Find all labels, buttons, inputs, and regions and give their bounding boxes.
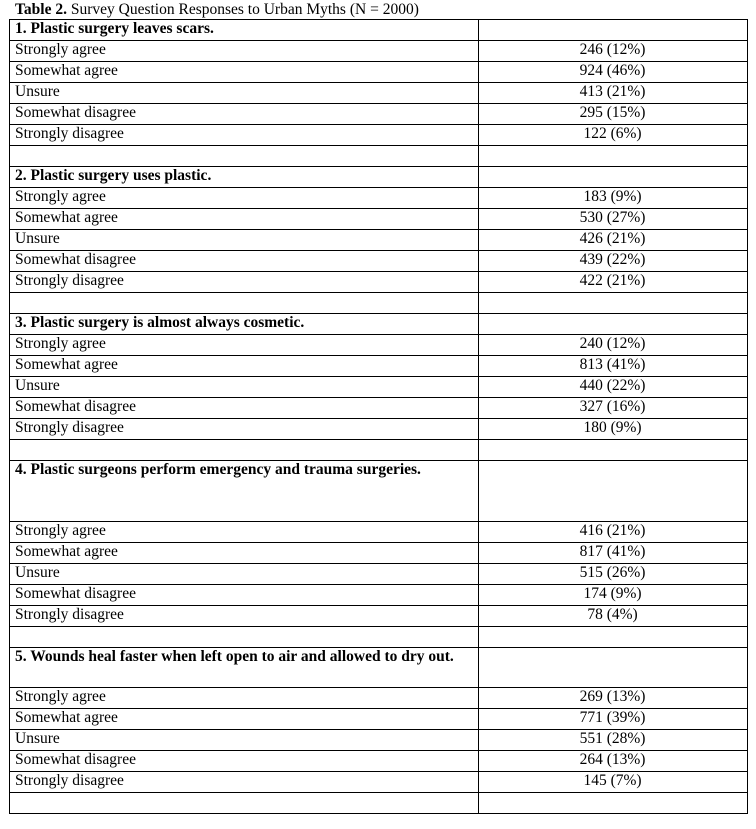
table-row: [10, 606, 748, 627]
table-row: [10, 398, 748, 419]
response-label: Somewhat agree: [10, 543, 479, 564]
question-title: 2. Plastic surgery uses plastic.: [10, 167, 479, 188]
table-row: [10, 751, 748, 772]
response-value: 174 (9%): [479, 585, 748, 606]
question-row: [10, 167, 748, 188]
response-label: Strongly disagree: [10, 125, 479, 146]
table-row: [10, 272, 748, 293]
table-row: [10, 335, 748, 356]
table-row: [10, 188, 748, 209]
spacer-row: [10, 146, 748, 167]
response-value: 327 (16%): [479, 398, 748, 419]
question-value-cell: [479, 20, 748, 41]
question-value-cell: [479, 648, 748, 688]
response-value: 240 (12%): [479, 335, 748, 356]
table-row: [10, 83, 748, 104]
question-row: [10, 20, 748, 41]
response-value: 295 (15%): [479, 104, 748, 125]
table-caption-text: Survey Question Responses to Urban Myths (N = 2000): [70, 1, 419, 18]
question-value-cell: [479, 314, 748, 335]
table-row: [10, 772, 748, 793]
table-row: [10, 104, 748, 125]
response-label: Unsure: [10, 83, 479, 104]
response-value: 551 (28%): [479, 730, 748, 751]
response-value: 440 (22%): [479, 377, 748, 398]
table-caption: [15, 0, 419, 20]
response-label: Somewhat disagree: [10, 104, 479, 125]
response-value: 183 (9%): [479, 188, 748, 209]
response-label: Somewhat agree: [10, 62, 479, 83]
response-label: Strongly disagree: [10, 419, 479, 440]
response-label: Strongly agree: [10, 335, 479, 356]
table-row: [10, 522, 748, 543]
response-label: Somewhat agree: [10, 356, 479, 377]
response-label: Strongly agree: [10, 688, 479, 709]
response-label: Unsure: [10, 564, 479, 585]
response-value: 530 (27%): [479, 209, 748, 230]
table-row: [10, 564, 748, 585]
response-value: 439 (22%): [479, 251, 748, 272]
response-value: 78 (4%): [479, 606, 748, 627]
table-row: [10, 251, 748, 272]
table-row: [10, 62, 748, 83]
table-row: [10, 688, 748, 709]
response-label: Strongly agree: [10, 188, 479, 209]
spacer-row: [10, 627, 748, 648]
table-row: [10, 419, 748, 440]
table-row: [10, 125, 748, 146]
response-label: Somewhat agree: [10, 209, 479, 230]
response-value: 416 (21%): [479, 522, 748, 543]
response-value: 426 (21%): [479, 230, 748, 251]
spacer-row: [10, 293, 748, 314]
question-title: 5. Wounds heal faster when left open to air and allowed to dry out.: [10, 648, 479, 688]
response-value: 413 (21%): [479, 83, 748, 104]
table-row: [10, 209, 748, 230]
response-value: 515 (26%): [479, 564, 748, 585]
spacer-row: [10, 793, 748, 814]
response-value: 180 (9%): [479, 419, 748, 440]
response-label: Somewhat disagree: [10, 251, 479, 272]
response-value: 269 (13%): [479, 688, 748, 709]
response-label: Strongly agree: [10, 41, 479, 62]
response-label: Strongly disagree: [10, 272, 479, 293]
response-label: Somewhat disagree: [10, 585, 479, 606]
question-title: 3. Plastic surgery is almost always cosmetic.: [10, 314, 479, 335]
response-label: Strongly disagree: [10, 606, 479, 627]
response-value: 771 (39%): [479, 709, 748, 730]
question-value-cell: [479, 167, 748, 188]
response-value: 246 (12%): [479, 41, 748, 62]
response-value: 145 (7%): [479, 772, 748, 793]
response-label: Unsure: [10, 730, 479, 751]
question-row: [10, 461, 748, 522]
response-value: 264 (13%): [479, 751, 748, 772]
survey-table: [9, 19, 748, 814]
table-row: [10, 356, 748, 377]
question-title: 1. Plastic surgery leaves scars.: [10, 20, 479, 41]
response-label: Somewhat agree: [10, 709, 479, 730]
question-row: [10, 648, 748, 688]
table-row: [10, 709, 748, 730]
response-label: Somewhat disagree: [10, 751, 479, 772]
table-row: [10, 230, 748, 251]
question-row: [10, 314, 748, 335]
response-label: Strongly disagree: [10, 772, 479, 793]
table-row: [10, 730, 748, 751]
response-value: 924 (46%): [479, 62, 748, 83]
table-caption-label: Table 2.: [15, 1, 67, 18]
response-value: 817 (41%): [479, 543, 748, 564]
table-row: [10, 41, 748, 62]
response-label: Strongly agree: [10, 522, 479, 543]
question-value-cell: [479, 461, 748, 522]
table-row: [10, 585, 748, 606]
spacer-row: [10, 440, 748, 461]
response-value: 422 (21%): [479, 272, 748, 293]
response-value: 122 (6%): [479, 125, 748, 146]
response-label: Unsure: [10, 230, 479, 251]
question-title: 4. Plastic surgeons perform emergency and trauma surgeries.: [10, 461, 479, 522]
table-row: [10, 377, 748, 398]
table-row: [10, 543, 748, 564]
response-label: Somewhat disagree: [10, 398, 479, 419]
response-value: 813 (41%): [479, 356, 748, 377]
response-label: Unsure: [10, 377, 479, 398]
